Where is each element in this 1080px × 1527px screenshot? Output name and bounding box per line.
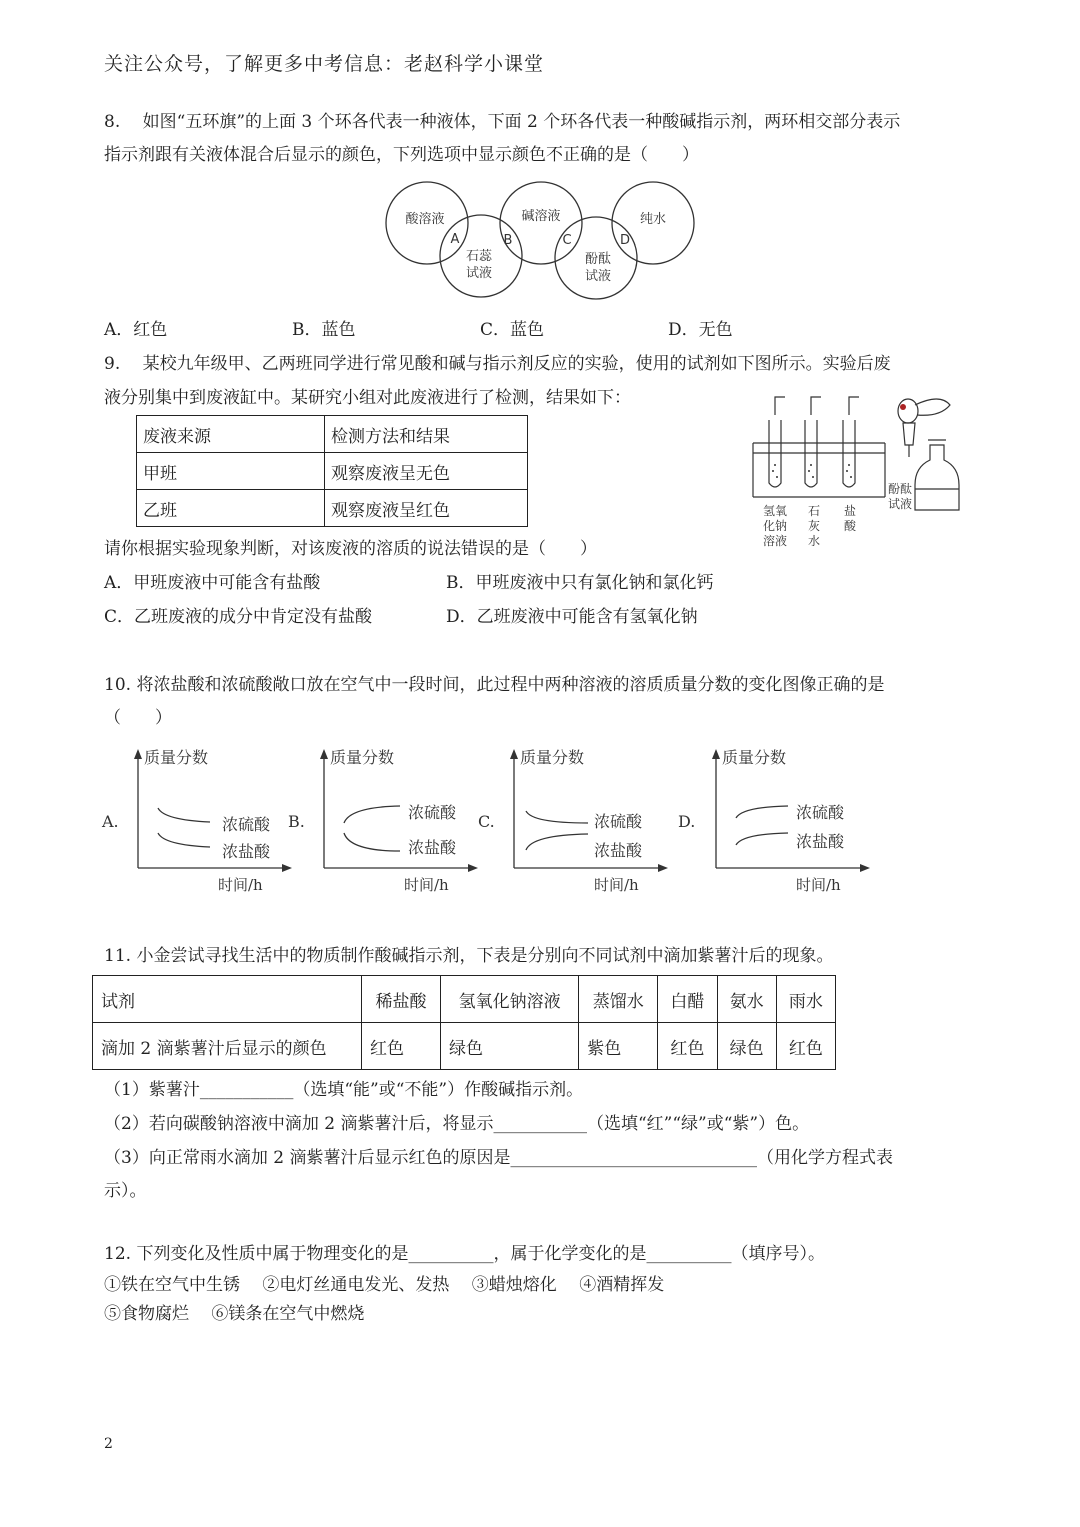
table-cell: 观察废液呈无色 [325, 453, 528, 490]
table-cell: 稀盐酸 [362, 976, 441, 1023]
ring-base-label: 碱溶液 [521, 209, 561, 224]
curve-label-bottom: 浓盐酸 [408, 838, 457, 857]
curve-bottom [736, 833, 788, 845]
table-cell: 蒸馏水 [579, 976, 658, 1023]
y-axis-label: 质量分数 [330, 748, 395, 767]
q12-line3: ⑤食物腐烂 ⑥镁条在空气中燃烧 [104, 1304, 365, 1324]
page-number: 2 [104, 1436, 113, 1452]
q11-sub3a: （3）向正常雨水滴加 2 滴紫薯汁后显示红色的原因是_____________________________（用化学方程式表 [104, 1148, 893, 1168]
q9-prompt: 请你根据实验现象判断，对该废液的溶质的说法错误的是（ ） [104, 539, 597, 559]
q8-option-a: A．红色 [104, 320, 168, 340]
five-rings-diagram [380, 178, 700, 303]
ring-litmus-label-1: 石蕊 [465, 249, 493, 264]
table-row [137, 490, 528, 527]
curve-bottom [526, 834, 588, 850]
graph-option-letter: D. [678, 812, 696, 831]
x-axis-label: 时间/h [218, 876, 263, 894]
table-cell: 红色 [362, 1023, 441, 1070]
lime-label-2: 灰 [807, 519, 821, 533]
q9-option-a: A．甲班废液中可能含有盐酸 [104, 573, 321, 593]
curve-label-bottom: 浓盐酸 [594, 841, 643, 860]
intersection-b: B [503, 233, 513, 248]
purple-potato-table [92, 975, 836, 1070]
table-cell: 红色 [658, 1023, 717, 1070]
table-cell: 氨水 [717, 976, 776, 1023]
graph-option-letter: B. [288, 812, 305, 831]
x-axis-label: 时间/h [404, 876, 449, 894]
ring-phenol-label-1: 酚酞 [584, 252, 612, 267]
curve-label-top: 浓硫酸 [408, 803, 457, 822]
table-row [137, 416, 528, 453]
intersection-d: D [619, 233, 631, 248]
q9-option-b: B．甲班废液中只有氯化钠和氯化钙 [446, 573, 714, 593]
q8-line1: 8. 如图“五环旗”的上面 3 个环各代表一种液体，下面 2 个环各代表一种酸碱指示剂，两环相交部分表示 [104, 112, 901, 132]
q10-line2: （ ） [104, 708, 172, 728]
table-cell: 观察废液呈红色 [325, 490, 528, 527]
intersection-c: C [562, 233, 572, 248]
table-cell: 绿色 [441, 1023, 579, 1070]
hcl-label-2: 酸 [843, 519, 857, 533]
curve-label-top: 浓硫酸 [594, 812, 643, 831]
q11-sub2: （2）若向碳酸钠溶液中滴加 2 滴紫薯汁后，将显示___________（选填“红”“绿”或“紫”）色。 [104, 1114, 810, 1134]
waste-liquid-table [136, 415, 528, 527]
q10-line1: 10. 将浓盐酸和浓硫酸敞口放在空气中一段时间，此过程中两种溶液的溶质质量分数的变化图像正确的是 [104, 675, 885, 695]
ring-acid-label: 酸溶液 [405, 212, 445, 227]
table-cell: 滴加 2 滴紫薯汁后显示的颜色 [93, 1023, 362, 1070]
graph-option-letter: C. [478, 812, 495, 831]
curve-label-top: 浓硫酸 [796, 803, 845, 822]
table-cell: 绿色 [717, 1023, 776, 1070]
lime-label-1: 石 [807, 504, 821, 518]
ring-litmus-label-2: 试液 [465, 266, 493, 281]
y-axis-label: 质量分数 [144, 748, 209, 767]
q8-option-d: D．无色 [668, 320, 733, 340]
curve-label-top: 浓硫酸 [222, 815, 271, 834]
q9-option-d: D．乙班废液中可能含有氢氧化钠 [446, 607, 698, 627]
q11-sub3b: 示）。 [104, 1181, 147, 1201]
x-axis-label: 时间/h [594, 876, 639, 894]
q10-graph-a [100, 745, 285, 899]
q10-graph-c [478, 745, 669, 899]
curve-label-bottom: 浓盐酸 [222, 842, 271, 861]
page-header: 关注公众号，了解更多中考信息：老赵科学小课堂 [104, 53, 545, 75]
table-row [93, 976, 836, 1023]
curve-top [526, 811, 588, 823]
table-cell: 废液来源 [137, 416, 325, 453]
q11-sub1: （1）紫薯汁___________（选填“能”或“不能”）作酸碱指示剂。 [104, 1080, 584, 1100]
curve-top [344, 806, 400, 823]
table-cell: 甲班 [137, 453, 325, 490]
table-cell: 白醋 [658, 976, 717, 1023]
table-cell: 氢氧化钠溶液 [441, 976, 579, 1023]
table-row [93, 1023, 836, 1070]
naoh-label-1: 氢氧 [762, 504, 788, 518]
ring-phenol-label-2: 试液 [584, 269, 612, 284]
curve-top [736, 806, 788, 818]
q8-option-c: C．蓝色 [480, 320, 545, 340]
q12-line2: ①铁在空气中生锈 ②电灯丝通电发光、发热 ③蜡烛熔化 ④酒精挥发 [104, 1275, 665, 1295]
q9-line1: 9. 某校九年级甲、乙两班同学进行常见酸和碱与指示剂反应的实验，使用的试剂如下图所示。实验后废 [104, 354, 891, 374]
y-axis-label: 质量分数 [520, 748, 585, 767]
q12-line1: 12. 下列变化及性质中属于物理变化的是__________，属于化学变化的是__________（填序号）。 [104, 1244, 825, 1264]
intersection-a: A [450, 232, 460, 247]
table-row [137, 453, 528, 490]
naoh-label-3: 溶液 [762, 534, 788, 548]
q10-graph-d [676, 745, 861, 899]
q11-line1: 11. 小金尝试寻找生活中的物质制作酸碱指示剂，下表是分别向不同试剂中滴加紫薯汁后的现象。 [104, 946, 834, 966]
table-cell: 试剂 [93, 976, 362, 1023]
table-cell: 红色 [776, 1023, 835, 1070]
q8-line2: 指示剂跟有关液体混合后显示的颜色，下列选项中显示颜色不正确的是（ ） [104, 145, 699, 165]
phenol-label-1: 酚酞 [887, 482, 913, 496]
hcl-label-1: 盐 [843, 504, 857, 518]
q9-option-c: C．乙班废液的成分中肯定没有盐酸 [104, 607, 373, 627]
lime-label-3: 水 [807, 534, 821, 548]
graph-option-letter: A. [102, 812, 119, 831]
q10-graph-b [288, 745, 479, 899]
q8-option-b: B．蓝色 [292, 320, 356, 340]
y-axis-label: 质量分数 [722, 748, 787, 767]
q9-line2: 液分别集中到废液缸中。某研究小组对此废液进行了检测，结果如下： [104, 388, 631, 408]
curve-bottom [158, 833, 210, 847]
ring-water-label: 纯水 [639, 212, 667, 227]
curve-bottom [344, 833, 400, 851]
phenol-label-2: 试液 [887, 497, 913, 511]
table-cell: 雨水 [776, 976, 835, 1023]
curve-top [158, 808, 210, 822]
table-cell: 紫色 [579, 1023, 658, 1070]
table-cell: 乙班 [137, 490, 325, 527]
test-tube-apparatus [745, 385, 970, 555]
curve-label-bottom: 浓盐酸 [796, 832, 845, 851]
naoh-label-2: 化钠 [762, 519, 788, 533]
x-axis-label: 时间/h [796, 876, 841, 894]
table-cell: 检测方法和结果 [325, 416, 528, 453]
